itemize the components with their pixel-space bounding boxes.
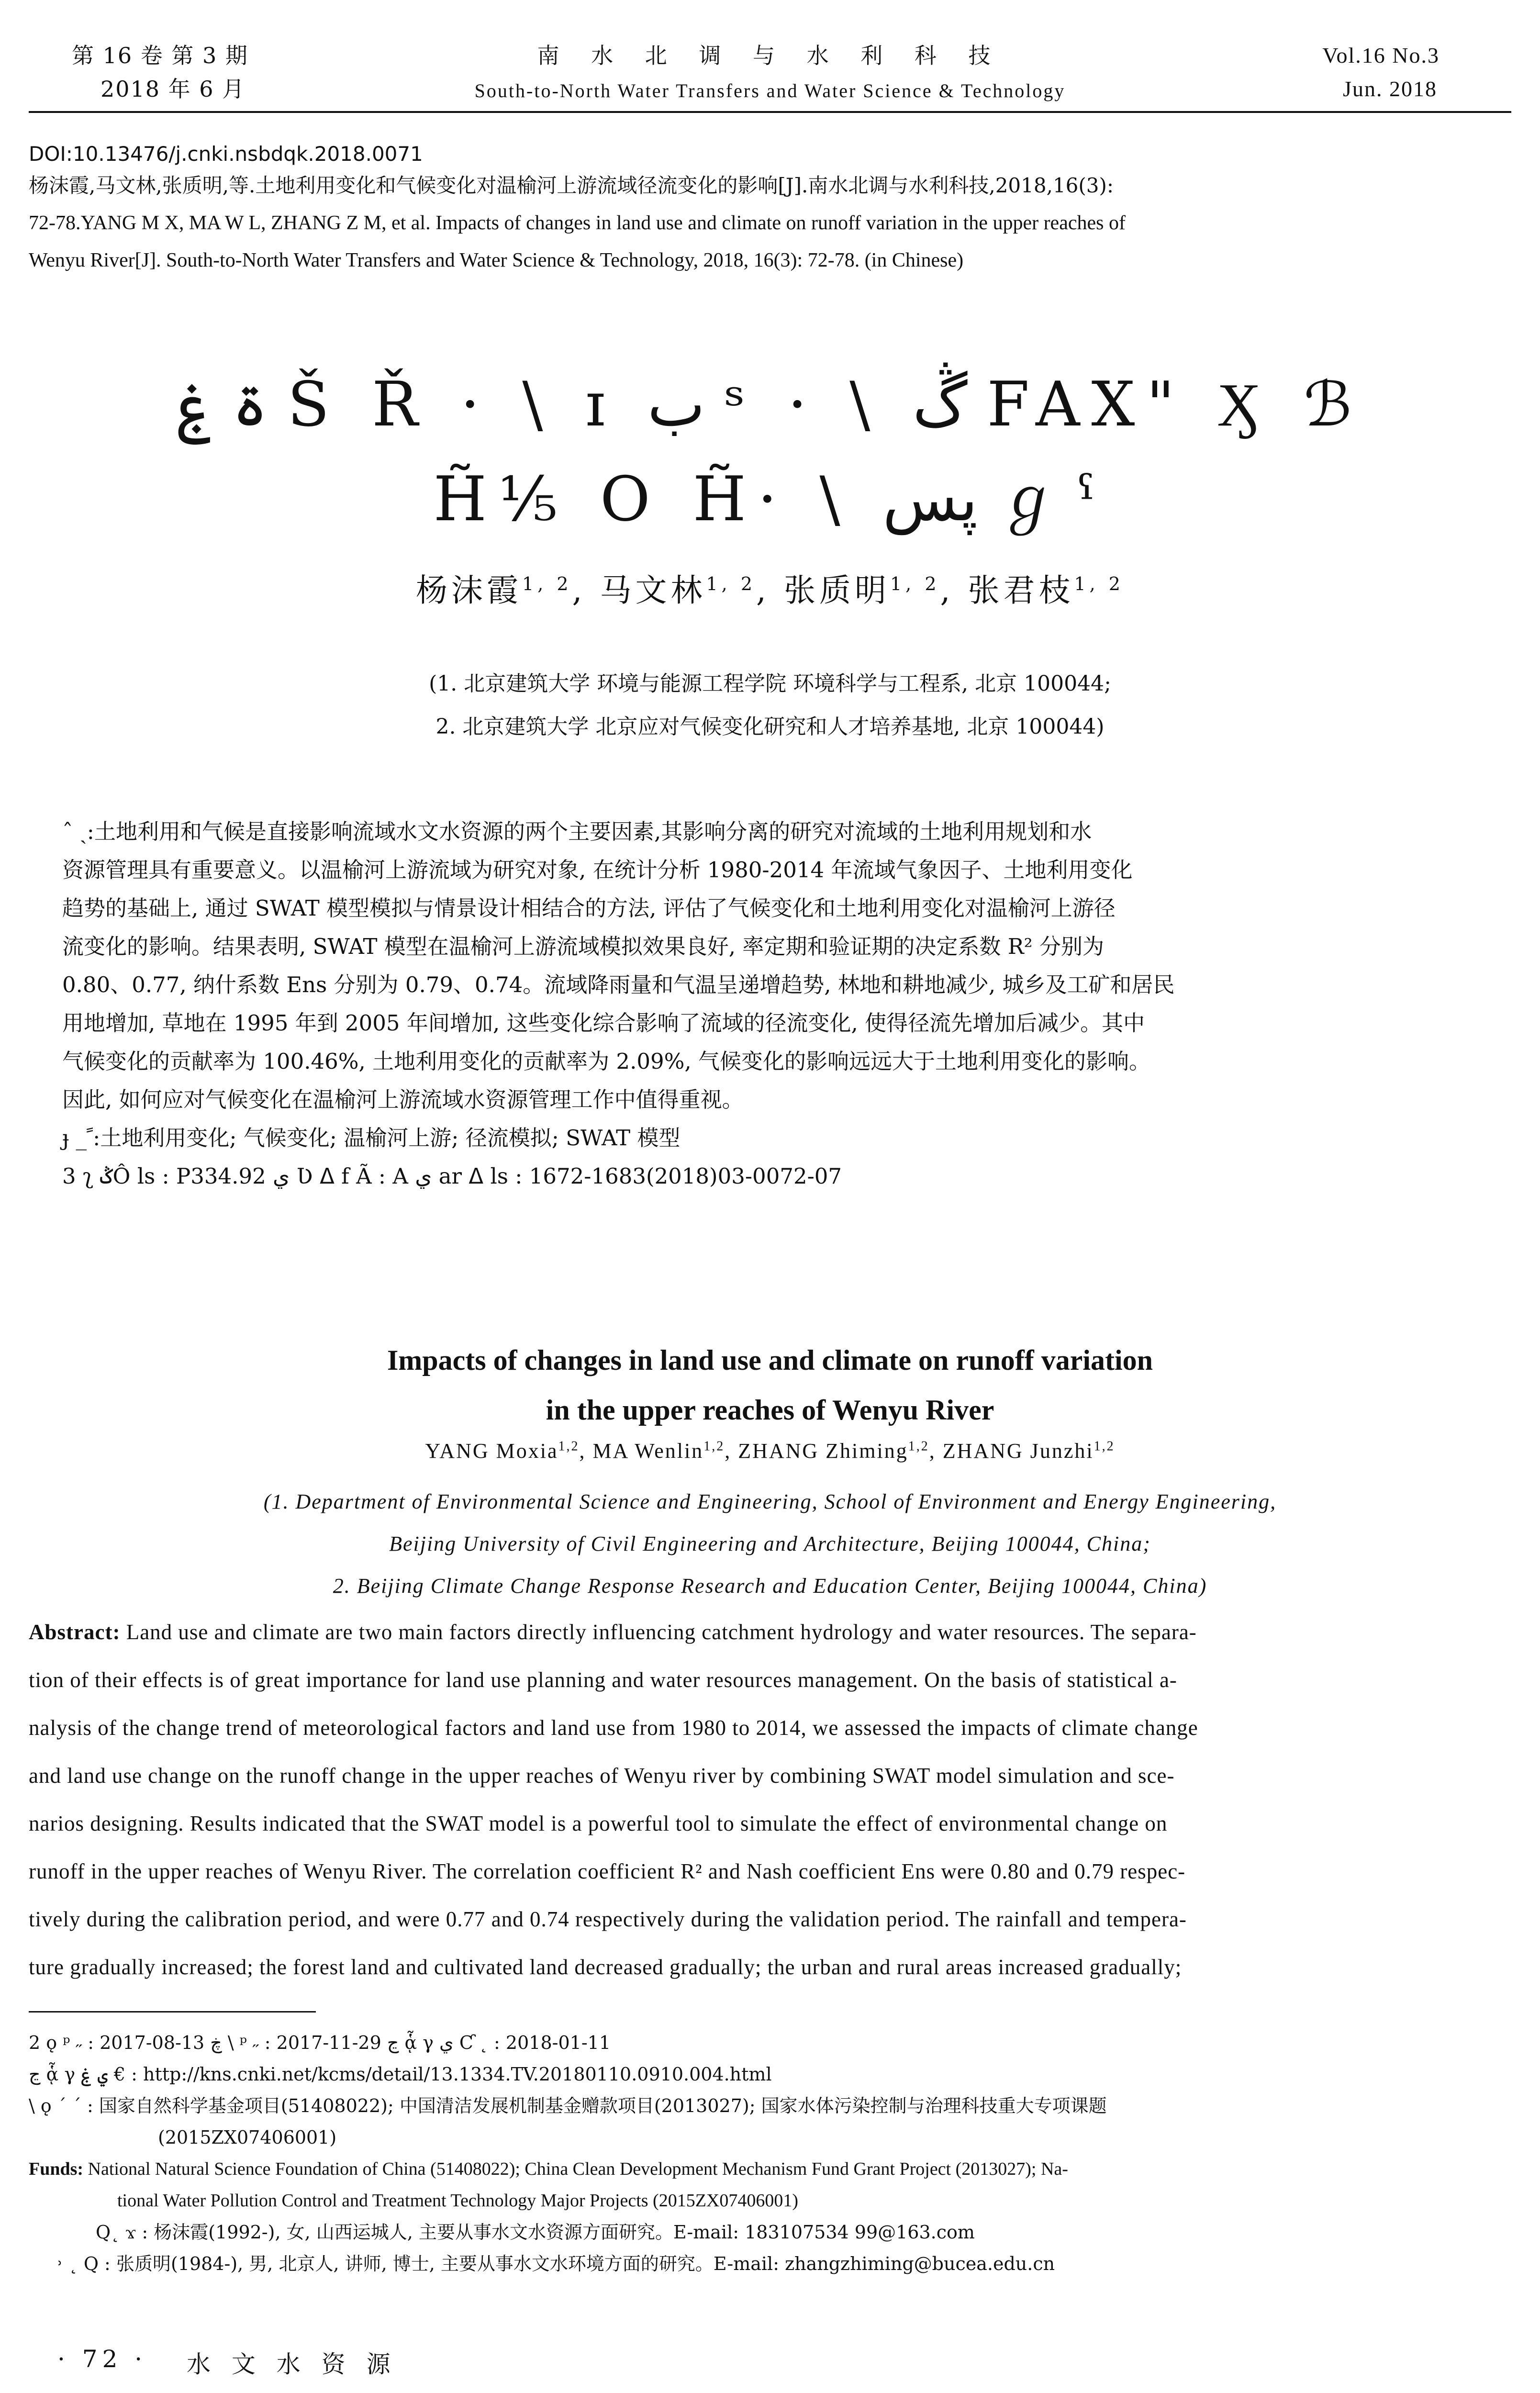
citation-line: Wenyu River[J]. South-to-North Water Transfers and Water Science & Technology, 2018, 16(3): 72-78. (in Chinese): [29, 249, 964, 271]
keywords-cn-label: ɟ _ ً: [62, 1125, 93, 1151]
affiliation-cn-line2: 2. 北京建筑大学 北京应对气候变化研究和人才培养基地, 北京 100044): [435, 715, 1105, 739]
header-volume-en: Vol.16 No.3: [1322, 43, 1440, 67]
footnote-rule: [29, 2011, 316, 2013]
abstract-cn-line: 因此, 如何应对气候变化在温榆河上游流域水资源管理工作中值得重视。: [62, 1087, 744, 1112]
abstract-en: [29, 1608, 1512, 1991]
author-name: 杨沫霞: [416, 572, 523, 609]
journal-title-cn: 南 水 北 调 与 水 利 科 技: [537, 43, 1003, 68]
authors-en: YANG Moxia$^{1,2}$, MA Wenlin$^{1,2}$, ZHANG Zhiming$^{1,2}$, ZHANG Junzhi$^{1,2}$: [425, 1439, 1115, 1463]
funds-label: Funds:: [29, 2159, 84, 2179]
abstract-cn-line: 气候变化的贡献率为 100.46%, 土地利用变化的贡献率为 2.09%, 气候变化的影响远远大于土地利用变化的影响。: [62, 1049, 1150, 1074]
header-rule: [29, 111, 1511, 113]
citation-line: 72-78.YANG M X, MA W L, ZHANG Z M, et al. Impacts of changes in land use and climate on runoff variation in the upper reaches of: [29, 212, 1126, 234]
journal-title-en: South-to-North Water Transfers and Water Science & Technology: [474, 80, 1066, 101]
author-sup: 1, 2: [1074, 573, 1124, 594]
author-sup: 1,2: [908, 1439, 929, 1454]
abstract-en-line: Land use and climate are two main factors directly influencing catchment hydrology and water resources. The separa-: [126, 1620, 1197, 1644]
author-sup: 1, 2: [706, 573, 757, 594]
funds-en-text: National Natural Science Foundation of China (51408022); China Clean Development Mechanism Fund Grant Project (2013027); Na-: [88, 2159, 1068, 2179]
title-en-line1: Impacts of changes in land use and climate on runoff variation: [387, 1344, 1153, 1376]
author-sup: 1,2: [1094, 1439, 1115, 1454]
footnote-funds-en-cont: tional Water Pollution Control and Treatment Technology Major Projects (2015ZX07406001): [117, 2191, 798, 2211]
header-volume-cn: 第 16 卷 第 3 期: [72, 43, 248, 68]
classification-line: 3 ʅ ݣÔ ls : P334.92 ي Ʋ ᐃ f Ã : A ي ar ᐃ ls : 1672-1683(2018)03-0072-07: [62, 1163, 842, 1189]
author-name-en: ZHANG Junzhi: [942, 1439, 1094, 1463]
authors-cn: 杨沫霞$^{1, 2}$, 马文林$^{1, 2}$, 张质明$^{1, 2}$, 张君枝$^{1, 2}$: [416, 572, 1124, 609]
abstract-en-line: and land use change on the runoff change in the upper reaches of Wenyu river by combining SWAT model simulation and sce-: [29, 1764, 1175, 1788]
footnote-url: ڃ ᾇ γ ي ۼ € : http://kns.cnki.net/kcms/detail/13.1334.TV.20180110.0910.004.html: [29, 2064, 772, 2085]
abstract-cn-line: 0.80、0.77, 纳什系数 Ens 分别为 0.79、0.74。流域降雨量和气温呈递增趋势, 林地和耕地减少, 城乡及工矿和居民: [62, 972, 1175, 997]
affiliation-en-line1: (1. Department of Environmental Science and Engineering, School of Environment and Energy Engineering,: [263, 1490, 1277, 1513]
abstract-cn-line: :土地利用和气候是直接影响流域水文水资源的两个主要因素,其影响分离的研究对流域的土地利用规划和水: [87, 819, 1092, 844]
abstract-en-line: narios designing. Results indicated that the SWAT model is a powerful tool to simulate the effect of environmental change on: [29, 1812, 1168, 1835]
page-number: · 72 ·: [57, 2345, 147, 2373]
footnote-fund-cn-cont: (2015ZX07406001): [158, 2127, 337, 2148]
citation-line: 杨沫霞,马文林,张质明,等.土地利用变化和气候变化对温榆河上游流域径流变化的影响[J].南水北调与水利科技,2018,16(3):: [29, 174, 1114, 197]
author-sup: 1, 2: [522, 573, 572, 594]
footnote-author2: ˒ ˛ Q : 张质明(1984-), 男, 北京人, 讲师, 博士, 主要从事水文水环境方面的研究。E-mail: zhangzhiming@bucea.edu.cn: [57, 2253, 1055, 2274]
section-name: 水 文 水 资 源: [187, 2350, 397, 2378]
abstract-en-label: Abstract:: [29, 1620, 121, 1644]
footnote-fund-cn: \ ǫ ˊ ˊ : 国家自然科学基金项目(51408022); 中国清洁发展机制基金赠款项目(2013027); 国家水体污染控制与治理科技重大专项课题: [29, 2095, 1107, 2116]
doi: DOI:10.13476/j.cnki.nsbdqk.2018.0071: [29, 142, 423, 166]
affiliation-en-line3: 2. Beijing Climate Change Response Research and Education Center, Beijing 100044, China): [333, 1574, 1207, 1598]
abstract-en-line: tion of their effects is of great importance for land use planning and water resources management. On the basis of statistical a-: [29, 1668, 1177, 1692]
author-name: 张君枝: [968, 572, 1074, 609]
author-sup: 1, 2: [890, 573, 940, 594]
abstract-en-line: nalysis of the change trend of meteorological factors and land use from 1980 to 2014, we assessed the impacts of climate change: [29, 1716, 1198, 1740]
title-en-line2: in the upper reaches of Wenyu River: [546, 1394, 994, 1426]
abstract-cn-line: 趋势的基础上, 通过 SWAT 模型模拟与情景设计相结合的方法, 评估了气候变化和土地利用变化对温榆河上游径: [62, 895, 1116, 921]
affiliation-en-line2: Beijing University of Civil Engineering and Architecture, Beijing 100044, China;: [389, 1532, 1151, 1555]
affiliation-cn-line1: (1. 北京建筑大学 环境与能源工程学院 环境科学与工程系, 北京 100044;: [429, 671, 1111, 696]
abstract-cn-line: 资源管理具有重要意义。以温榆河上游流域为研究对象, 在统计分析 1980-2014 年流域气象因子、土地利用变化: [62, 857, 1133, 883]
author-sup: 1,2: [558, 1439, 580, 1454]
footnote-author1: Q˛ ϫ : 杨沫霞(1992-), 女, 山西运城人, 主要从事水文水资源方面研究。E-mail: 183107534 99@163.com: [96, 2222, 975, 2243]
abstract-cn: [62, 813, 1479, 1196]
header-date-en: Jun. 2018: [1343, 77, 1437, 101]
footnote-dates: 2 ǫ ᵖ ˶ : 2017-08-13 ڿ \ ᵖ ˶ : 2017-11-29 ڃ ᾇ γ ي Ƈ ˛ : 2018-01-11: [29, 2032, 611, 2053]
title-cn-line2: H̃⅕ O H̃· \ پس ℊ ˤ: [433, 464, 1107, 535]
abstract-en-line: runoff in the upper reaches of Wenyu River. The correlation coefficient R² and Nash coefficient Ens were 0.80 and 0.79 respec-: [29, 1859, 1186, 1883]
abstract-en-line: ture gradually increased; the forest land and cultivated land decreased gradually; the urban and rural areas increased gradually;: [29, 1955, 1182, 1979]
abstract-cn-label: ˆ ˎ: [62, 819, 87, 844]
title-cn-line1: ة ۼ Š Ř · \ ɪ ب ˢ · \ ڴ FAX" Ӽ ℬ: [177, 369, 1363, 440]
footnote-funds-en: [29, 2154, 1512, 2184]
author-name: 马文林: [600, 572, 706, 609]
author-sup: 1,2: [703, 1439, 725, 1454]
author-name-en: MA Wenlin: [592, 1439, 704, 1463]
keywords-cn: :土地利用变化; 气候变化; 温榆河上游; 径流模拟; SWAT 模型: [93, 1125, 681, 1151]
author-name: 张质明: [783, 572, 890, 609]
abstract-cn-line: 流变化的影响。结果表明, SWAT 模型在温榆河上游流域模拟效果良好, 率定期和验证期的决定系数 R² 分别为: [62, 934, 1104, 959]
author-name-en: YANG Moxia: [425, 1439, 558, 1463]
abstract-cn-line: 用地增加, 草地在 1995 年到 2005 年间增加, 这些变化综合影响了流域的径流变化, 使得径流先增加后减少。其中: [62, 1010, 1145, 1036]
abstract-en-line: tively during the calibration period, and were 0.77 and 0.74 respectively during the validation period. The rainfall and tempera-: [29, 1907, 1187, 1931]
header-date-cn: 2018 年 6 月: [100, 76, 246, 102]
author-name-en: ZHANG Zhiming: [738, 1439, 908, 1463]
